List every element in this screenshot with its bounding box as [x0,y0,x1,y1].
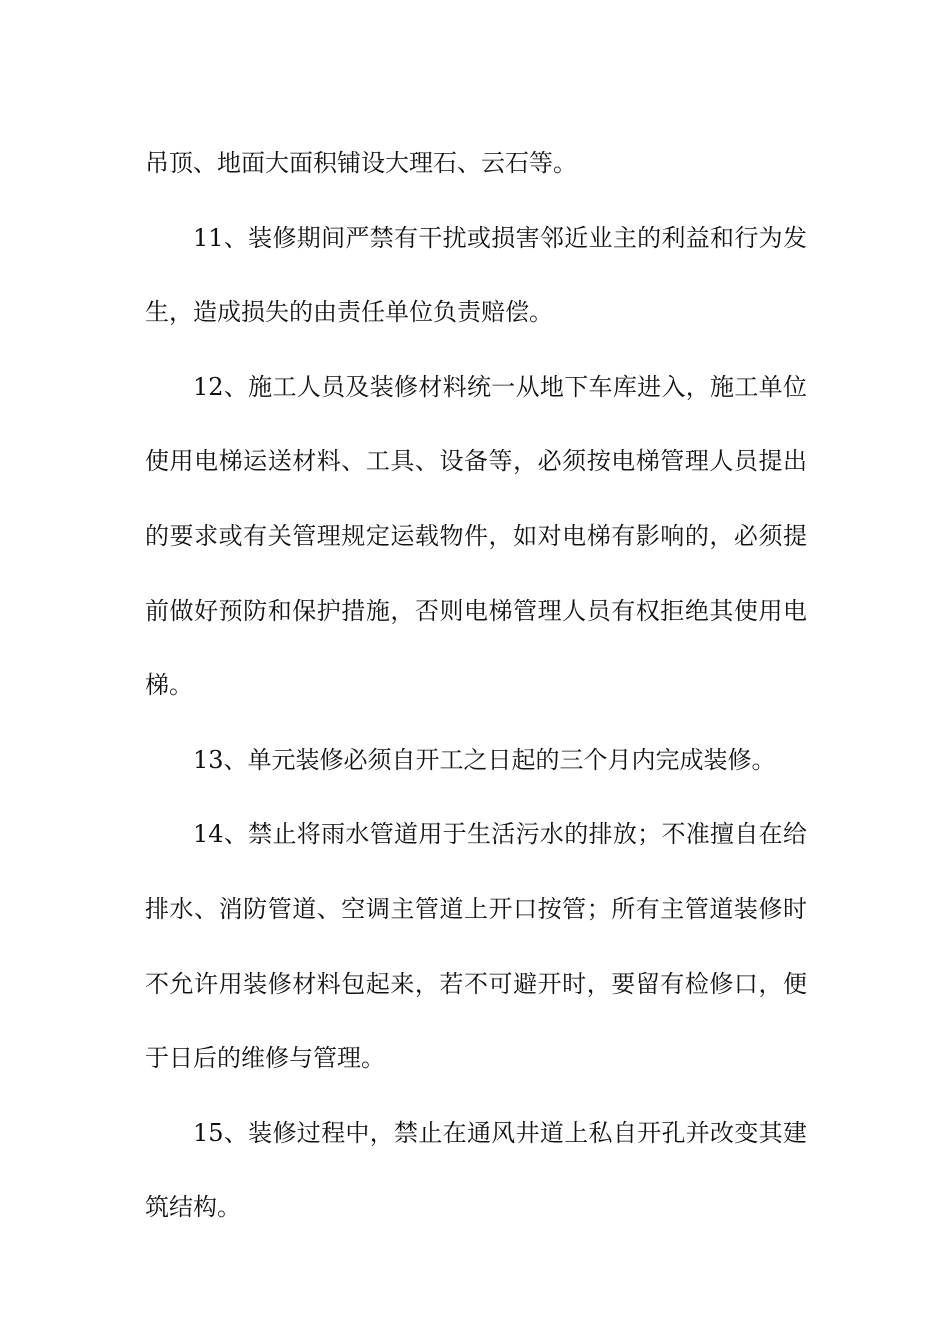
paragraph-item-15: 15、装修过程中，禁止在通风井道上私自开孔并改变其建筑结构。 [145,1118,807,1222]
paragraph-item-13: 13、单元装修必须自开工之日起的三个月内完成装修。 [193,745,776,774]
document-body [145,126,807,1245]
paragraph-item-12: 12、施工人员及装修材料统一从地下车库进入，施工单位使用电梯运送材料、工具、设备等，必须按电梯管理人员提出的要求或有关管理规定运载物件，如对电梯有影响的，必须提前做好预防和保护措施，否则电梯管理人员有权拒绝其使用电梯。 [145,372,807,700]
paragraph-item-11: 11、装修期间严禁有干扰或损害邻近业主的利益和行为发生，造成损失的由责任单位负责赔偿。 [145,223,807,327]
paragraph-item-14: 14、禁止将雨水管道用于生活污水的排放；不准擅自在给排水、消防管道、空调主管道上开口按管；所有主管道装修时不允许用装修材料包起来，若不可避开时，要留有检修口，便于日后的维修与管理。 [145,820,807,1073]
paragraph-continuation: 吊顶、地面大面积铺设大理石、云石等。 [145,149,577,177]
